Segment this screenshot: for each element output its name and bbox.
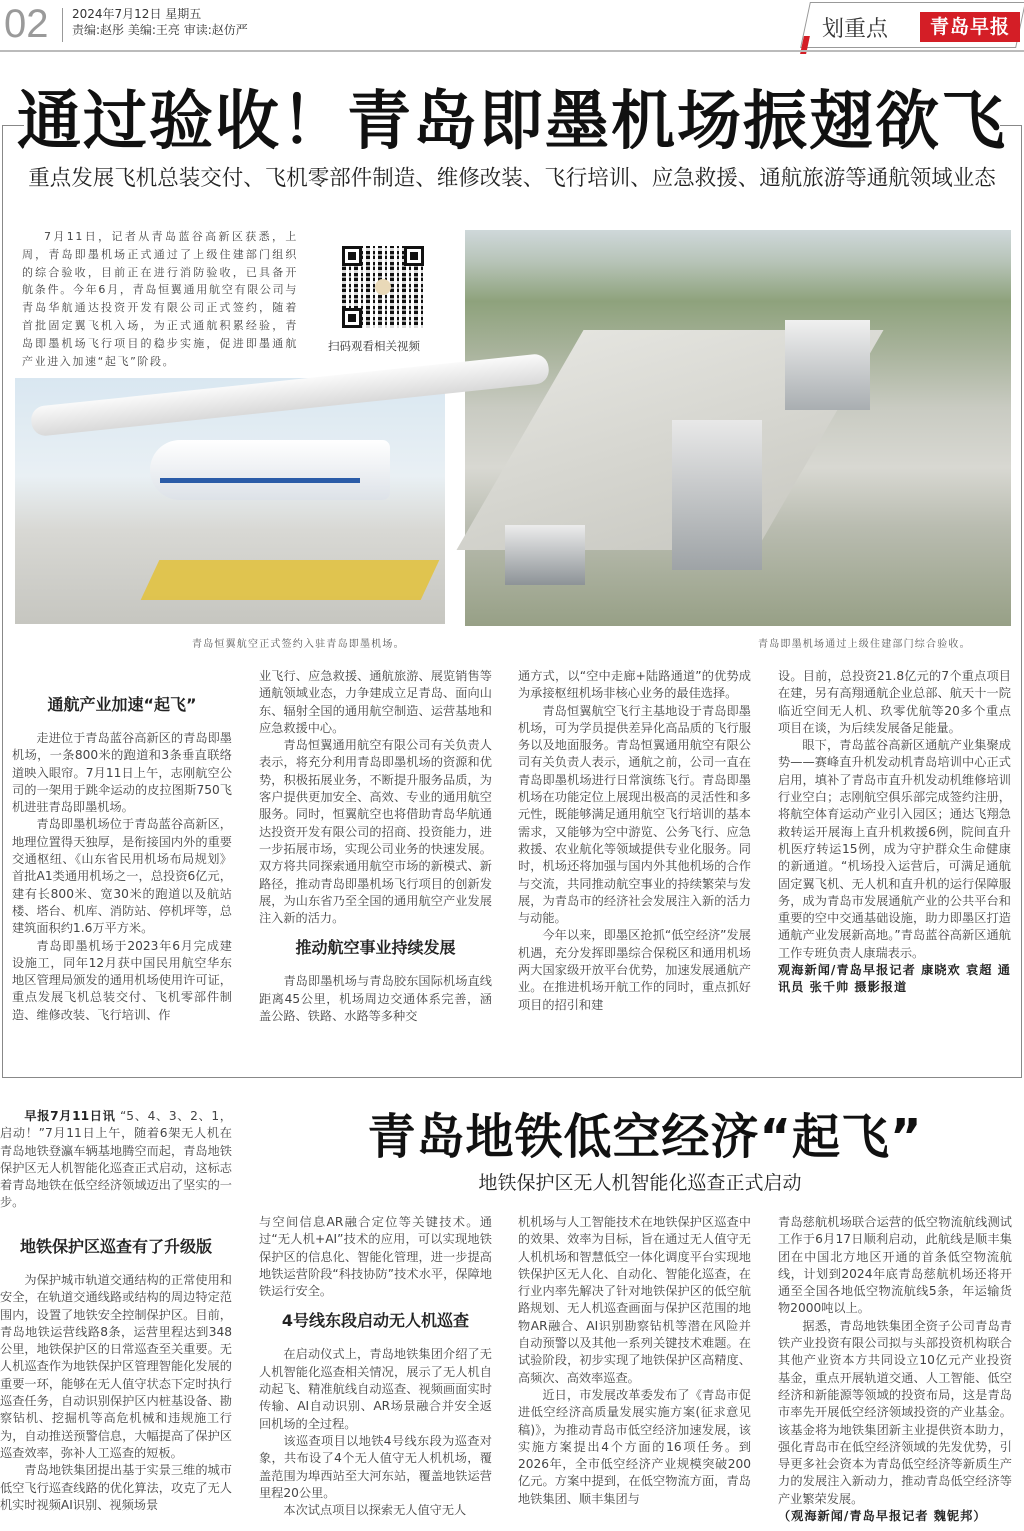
photo-caption-right: 青岛即墨机场通过上级住建部门综合验收。 [758,639,971,650]
article1-subheadline: 重点发展飞机总装交付、飞机零部件制造、维修改装、飞行培训、应急救援、通航旅游等通航领域业态 [28,166,996,191]
article1-column-2 [259,668,492,1058]
paragraph: 青岛慈航机场联合运营的低空物流航线测试工作于6月17日顺利启动，此航线是顺丰集团在中国北方地区开通的首条低空物流航线，计划到2024年底青岛慈航机场还将开通至全国各地低空物流航线5条，年运输货物2000吨以上。 [778,1215,1012,1316]
paragraph: 青岛地铁集团提出基于实景三维的城市低空飞行巡查线路的优化算法，攻克了无人机实时视频AI识别、视频场景 [0,1463,232,1512]
article2-column-1 [0,1226,232,1531]
paragraph: 本次试点项目以探索无人值守无人 [283,1503,467,1518]
paragraph: 为保护城市轨道交通结构的正常使用和安全，在轨道交通线路或结构的周边特定范围内，设置了地铁安全控制保护区。目前，青岛地铁运营线路8条，运营里程达到348公里，地铁保护区的日常巡查至关重要。无人机巡查作为地铁保护区管理智能化发展的重要一环，能够在无人值守状态下定时执行巡查任务，自动识别保护区内桩基设备、勘察钻机、挖掘机等高危机械和违规施工行为，自动推送预警信息，大幅提高了保护区巡查效率，弥补人工巡查的短板。 [0,1273,232,1460]
article2-headline: 青岛地铁低空经济“起飞” [367,1109,923,1165]
paragraph: 今年以来，即墨区抢抓“低空经济”发展机遇，充分发挥即墨综合保税区和通用机场两大国家级开放平台优势，加速发展通航产业。在推进机场开航工作的同时，重点抓好项目的招引和建 [518,928,751,1012]
paragraph: 眼下，青岛蓝谷高新区通航产业集聚成势——赛峰直升机发动机青岛培训中心正式启用，填补了青岛市直升机发动机维修培训行业空白；志刚航空俱乐部完成签约注册，将航空体育运动产业引入园区；通达飞翔急救转运开展海上直升机救援6例，院间直升机医疗转运15例，成为守护群众生命健康的新通道。“机场投入运营后，可满足通航固定翼飞机、无人机和直升机的运行保障服务，成为青岛市发展通航产业的公共平台和重要的空中交通基础设施，助力即墨区打造通航产业发展新高地。”青岛蓝谷高新区通航工作专班负责人康瑞表示。 [778,738,1011,960]
qr-caption: 扫码观看相关视频 [328,339,420,353]
photo-aircraft-fuselage [150,440,390,500]
lead-dateline: 早报7月11日讯 [24,1109,116,1123]
article1-column-4 [778,668,1011,1058]
page-number: 02 [4,2,49,46]
photo-hangar [785,320,870,410]
article1-headline: 通过验收！青岛即墨机场振翅欲飞 [17,85,1007,159]
paragraph: 该巡查项目以地铁4号线东段为巡查对象，共布设了4个无人值守无人机机场，覆盖范围为埠西站至大河东站，覆盖地铁运营里程20公里。 [259,1433,492,1500]
paragraph: 青岛即墨机场于2023年6月完成建设施工，同年12月获中国民用航空华东地区管理局颁发的通用机场使用许可证，重点发展飞机总装交付、飞机零部件制造、维修改装、飞行培训、作 [12,938,232,1022]
photo-aircraft-stripe [160,478,360,483]
article-frame-left [2,125,3,1077]
article1-column-3 [518,668,751,1058]
photo-runway-marking [141,560,440,600]
article2-column-2 [259,1214,492,1531]
issue-date: 2024年7月12日 星期五 [72,7,202,21]
article-frame-bottom [2,1077,1022,1078]
lead-text: “5、4、3、2、1，启动！”7月11日上午，随着6架无人机在青岛地铁登瀛车辆基地腾空而起，青岛地铁保护区无人机智能化巡查正式启动，这标志着青岛地铁在低空经济领域迈出了坚实的一步。 [0,1109,232,1210]
paragraph: 青岛恒翼航空飞行主基地设于青岛即墨机场，可为学员提供差异化高品质的飞行服务以及地面服务。青岛恒翼通用航空有限公司有关负责人表示，通航之前，公司一直在青岛即墨机场进行日常演练飞行。青岛即墨机场在功能定位上展现出极高的灵活性和多元性，既能够满足通用航空飞行培训的基本需求，又能够为空中游览、公务飞行、应急救援、农业航化等领域提供专业化服务。同时，机场还将加强与国内外其他机场的合作与交流，共同推动航空事业的持续繁荣与发展，为青岛市的经济社会发展注入新的活力与动能。 [518,703,751,926]
paragraph: 通方式，以“空中走廊+陆路通道”的优势成为承接枢纽机场非核心业务的最佳选择。 [518,669,751,701]
paragraph: 在启动仪式上，青岛地铁集团介绍了无人机智能化巡查相关情况，展示了无人机自动起飞、精准航线自动巡查、视频画面实时传输、AI自动识别、AR场景融合并安全返回机场的全过程。 [259,1347,492,1431]
photo-small-building [505,525,585,585]
photo-caption-left: 青岛恒翼航空正式签约入驻青岛即墨机场。 [192,639,405,650]
paragraph: 青岛即墨机场与青岛胶东国际机场直线距离45公里，机场周边交通体系完善，涵盖公路、铁路、水路等多种交 [259,974,492,1024]
dateline [72,6,248,38]
qr-code[interactable] [342,246,424,328]
paragraph: 青岛恒翼通用航空有限公司有关负责人表示，将充分利用青岛即墨机场的资源和优势，积极拓展业务，不断提升服务品质，为客户提供更加安全、高效、专业的通用航空服务。同时，恒翼航空也将借助青岛华航通达投资开发有限公司的招商、投资能力，进一步拓展市场，实现公司业务的快速发展。双方将共同探索通用航空市场的新模式、新路径，推动青岛即墨机场飞行项目的创新发展，为山东省乃至全国的通用航空产业发展注入新的活力。 [259,738,492,926]
paragraph: 近日，市发展改革委发布了《青岛市促进低空经济高质量发展实施方案(征求意见稿)》，为推动青岛市低空经济加速发展，该实施方案提出4个方面的16项任务。到2026年，全市低空经济产业规模突破200亿元。方案中提到，在低空物流方面，青岛地铁集团、顺丰集团与 [518,1387,751,1506]
article2-column-4 [778,1214,1012,1531]
header-rule [0,50,1024,52]
header-divider [62,8,63,42]
article1-column-1 [12,684,232,1058]
paragraph: 业飞行、应急救援、通航旅游、展览销售等通航领域业态，力争建成立足青岛、面向山东、辐射全国的通用航空制造、运营基地和应急救援中心。 [259,669,492,735]
section-subheading: 推动航空事业持续发展 [295,938,456,958]
article1-intro: 7月11日，记者从青岛蓝谷高新区获悉，上周，青岛即墨机场正式通过了上级住建部门组织的综合验收，目前正在进行消防验收，已具备开航条件。今年6月，青岛恒翼通用航空有限公司与青岛华航通达投资开发有限公司正式签约，随着首批固定翼飞机入场，为正式通航积累经验，青岛即墨机场飞行项目的稳步实施，促进即墨通航产业进入加速“起飞”阶段。 [22,230,298,368]
section-subheading: 通航产业加速“起飞” [47,695,197,714]
newspaper-logo: 青岛早报 [920,12,1020,42]
byline: 观海新闻/青岛早报记者 康晓欢 袁超 通讯员 张千帅 摄影报道 [778,963,1011,995]
byline: （观海新闻/青岛早报记者 魏铌邦） [778,1509,987,1524]
section-subheading: 4号线东段启动无人机巡查 [281,1311,470,1331]
article2-subheadline: 地铁保护区无人机智能化巡查正式启动 [478,1172,802,1194]
paragraph: 机机场与人工智能技术在地铁保护区巡查中的效果、效率为目标，旨在通过无人值守无人机机场和智慧低空一体化调度平台实现地铁保护区无人化、自动化、智能化巡查，在行业内率先解决了针对地铁保护区的低空航路规划、无人机巡查画面与保护区范围的地物AR融合、AI识别勘察钻机等潜在风险并自动预警以及其他一系列关键技术难题。在试验阶段，初步实现了地铁保护区高精度、高频次、高效率巡查。 [518,1215,751,1385]
article2-column-3 [518,1214,751,1531]
paragraph: 据悉，青岛地铁集团全资子公司青岛青铁产业投资有限公司拟与头部投资机构联合其他产业资本方共同设立10亿元产业投资基金，重点开展轨道交通、人工智能、低空经济和新能源等领域的投资布局，这是青岛市率先开展低空经济领域投资的产业基金。该基金将为地铁集团新主业提供资本助力，强化青岛市在低空经济领域的先发优势，引导更多社会资本为青岛低空经济等新质生产力的发展注入新动力，推动青岛低空经济等产业繁荣发展。 [778,1318,1012,1506]
section-subheading: 地铁保护区巡查有了升级版 [19,1237,212,1256]
article2-lead [0,1108,232,1212]
paragraph: 与空间信息AR融合定位等关键技术。通过“无人机+AI”技术的应用，可以实现地铁保护区的信息化、智能化管理，进一步提高地铁运营阶段“科技协防”技术水平，保障地铁运行安全。 [259,1215,492,1299]
editor-credits: 责编:赵彤 美编:王亮 审读:赵仿严 [72,23,248,37]
article-frame-right [1021,125,1022,1077]
paragraph: 青岛即墨机场位于青岛蓝谷高新区，地理位置得天独厚，是衔接国内外的重要交通枢纽、《山东省民用机场布局规划》首批A1类通用机场之一，总投资6亿元，建有长800米、宽30米的跑道以及航站楼、塔台、机库、消防站、停机坪等，总建筑面积约1.6万平方米。 [12,817,232,936]
paragraph: 走进位于青岛蓝谷高新区的青岛即墨机场，一条800米的跑道和3条垂直联络道映入眼帘。7月11日上午，志刚航空公司的一架用于跳伞运动的皮拉图斯750飞机进驻青岛即墨机场。 [12,731,232,815]
paragraph: 设。目前，总投资21.8亿元的7个重点项目在建，另有高翔通航企业总部、航天十一院临近空间无人机、玖零优航等20多个重点项目在谈，为后续发展备足能量。 [778,669,1011,735]
photo-terminal-building [672,420,762,570]
section-label: 划重点 [822,17,889,42]
